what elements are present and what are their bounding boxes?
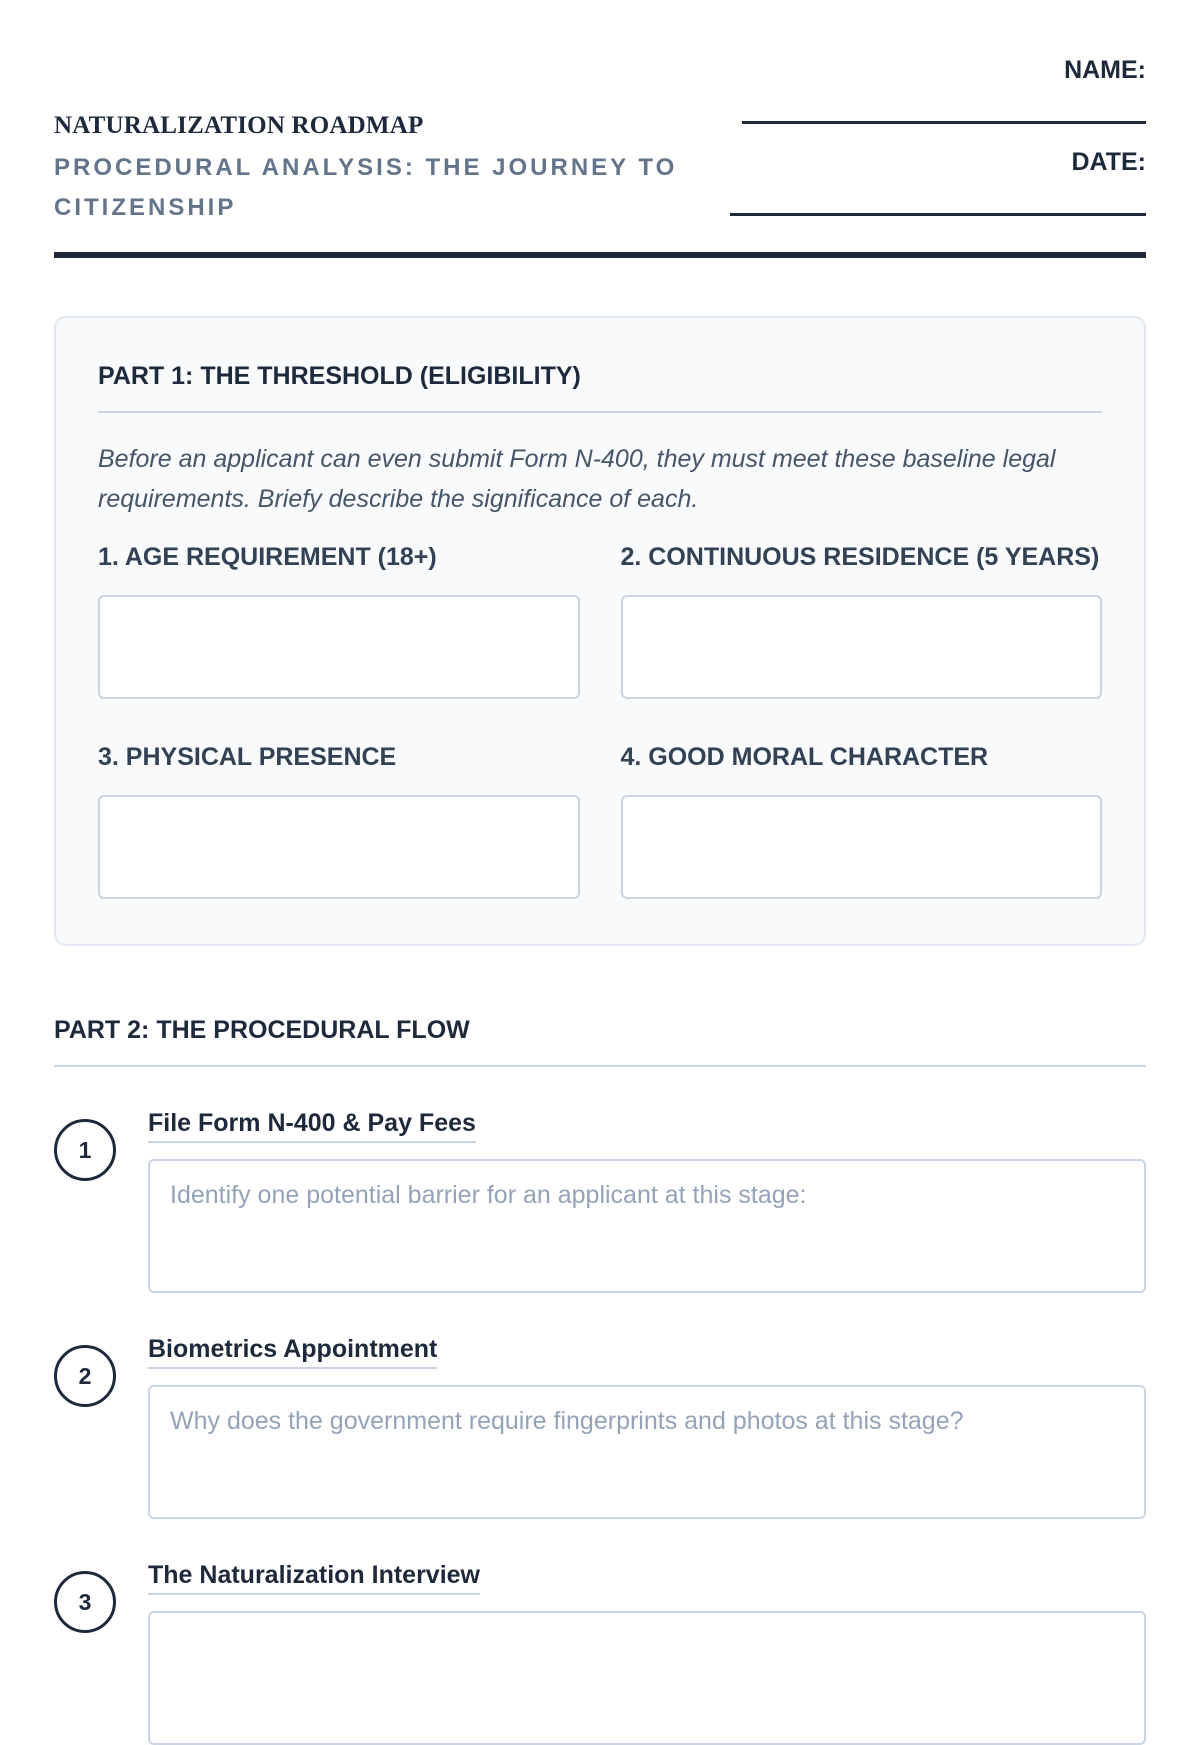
requirement-answer-box[interactable] [621,595,1103,699]
step-title: File Form N-400 & Pay Fees [148,1107,476,1143]
requirement-label: 2. CONTINUOUS RESIDENCE (5 YEARS) [620,543,1100,571]
requirement-label: 4. GOOD MORAL CHARACTER [620,743,989,771]
step-prompt-placeholder: Why does the government require fingerprints and photos at this stage? [170,1407,964,1435]
requirement-age [98,539,580,699]
worksheet-header [54,0,1146,262]
step-answer-box[interactable] [148,1385,1146,1519]
part1-eligibility-panel [54,316,1146,946]
name-field-line[interactable] [742,121,1146,124]
title-block [54,112,694,228]
step-number-badge: 3 [54,1571,116,1633]
requirement-answer-box[interactable] [621,795,1103,899]
name-label: NAME: [1064,56,1146,84]
step-title: Biometrics Appointment [148,1333,437,1369]
step-prompt-placeholder: Identify one potential barrier for an applicant at this stage: [170,1181,807,1209]
step-3 [54,1559,1146,1745]
requirement-residence [621,539,1103,699]
step-number-badge: 1 [54,1119,116,1181]
requirement-label: 1. AGE REQUIREMENT (18+) [98,543,437,571]
requirement-answer-box[interactable] [98,795,580,899]
step-1 [54,1107,1146,1293]
header-divider [54,252,1146,258]
requirement-moral-character [621,739,1103,899]
requirement-label: 3. PHYSICAL PRESENCE [98,743,397,771]
requirement-answer-box[interactable] [98,595,580,699]
requirements-grid [98,539,1102,939]
worksheet-subtitle: PROCEDURAL ANALYSIS: THE JOURNEY TO CITIZENSHIP [54,154,678,221]
part1-heading: PART 1: THE THRESHOLD (ELIGIBILITY) [98,318,1102,413]
part2-procedural-flow [54,1016,1146,1745]
part2-heading: PART 2: THE PROCEDURAL FLOW [54,1016,1146,1067]
step-2 [54,1333,1146,1519]
date-label: DATE: [1071,148,1146,176]
step-answer-box[interactable] [148,1159,1146,1293]
step-number-badge: 2 [54,1345,116,1407]
worksheet-title: NATURALIZATION ROADMAP [54,112,424,139]
step-answer-box[interactable] [148,1611,1146,1745]
step-title: The Naturalization Interview [148,1559,480,1595]
requirement-physical-presence [98,739,580,899]
part1-intro: Before an applicant can even submit Form N-400, they must meet these baseline legal requirements. Briefy describe the significance of each. [98,445,1056,513]
date-field-line[interactable] [730,213,1146,216]
